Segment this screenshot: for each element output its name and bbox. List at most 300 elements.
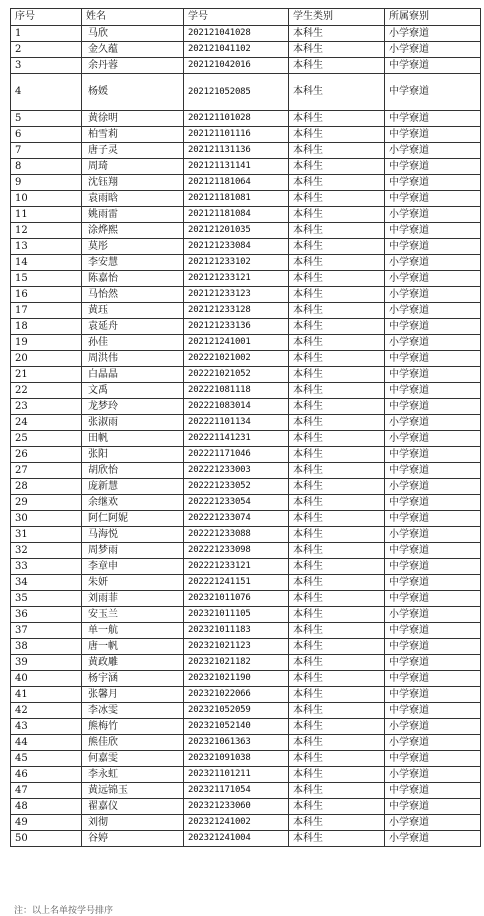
cell-student-id: 202121042016 (184, 58, 289, 74)
cell-name: 唐一帆 (82, 639, 184, 655)
cell-student-type: 本科生 (289, 431, 385, 447)
table-row (11, 607, 481, 623)
cell-student-type: 本科生 (289, 335, 385, 351)
cell-residence: 中学寮道 (385, 751, 481, 767)
cell-name: 沈钰翔 (82, 175, 184, 191)
cell-index: 13 (11, 239, 82, 255)
table-row (11, 159, 481, 175)
footnote: 注：以上名单按学号排序 (14, 906, 114, 916)
cell-student-id: 202221021052 (184, 367, 289, 383)
cell-student-type: 本科生 (289, 527, 385, 543)
cell-index: 47 (11, 783, 82, 799)
cell-residence: 中学寮道 (385, 447, 481, 463)
cell-residence: 中学寮道 (385, 239, 481, 255)
cell-student-id: 202221081118 (184, 383, 289, 399)
cell-index: 9 (11, 175, 82, 191)
cell-name: 涂烨熙 (82, 223, 184, 239)
cell-residence: 小学寮道 (385, 335, 481, 351)
cell-index: 10 (11, 191, 82, 207)
table-row (11, 415, 481, 431)
table-row (11, 495, 481, 511)
cell-index: 28 (11, 479, 82, 495)
cell-residence: 小学寮道 (385, 415, 481, 431)
cell-index: 29 (11, 495, 82, 511)
student-roster-table (10, 8, 481, 847)
cell-student-id: 202221101134 (184, 415, 289, 431)
table-row (11, 447, 481, 463)
cell-student-type: 本科生 (289, 495, 385, 511)
table-row (11, 191, 481, 207)
cell-name: 陈嘉怡 (82, 271, 184, 287)
cell-student-id: 202121233136 (184, 319, 289, 335)
cell-name: 马海悦 (82, 527, 184, 543)
table-row (11, 26, 481, 42)
cell-name: 翟嘉仪 (82, 799, 184, 815)
cell-student-type: 本科生 (289, 479, 385, 495)
cell-student-type: 本科生 (289, 607, 385, 623)
cell-name: 张馨月 (82, 687, 184, 703)
table-row (11, 303, 481, 319)
cell-index: 23 (11, 399, 82, 415)
cell-residence: 中学寮道 (385, 383, 481, 399)
cell-residence: 中学寮道 (385, 687, 481, 703)
cell-index: 39 (11, 655, 82, 671)
table-row (11, 479, 481, 495)
cell-student-id: 202321052059 (184, 703, 289, 719)
cell-residence: 中学寮道 (385, 159, 481, 175)
cell-residence: 中学寮道 (385, 495, 481, 511)
cell-student-id: 202321011076 (184, 591, 289, 607)
cell-student-type: 本科生 (289, 223, 385, 239)
cell-index: 8 (11, 159, 82, 175)
header-residence: 所属寮别 (385, 9, 481, 26)
cell-name: 马欣 (82, 26, 184, 42)
cell-student-id: 202121201035 (184, 223, 289, 239)
cell-student-type: 本科生 (289, 303, 385, 319)
cell-student-type: 本科生 (289, 287, 385, 303)
cell-student-id: 202321022066 (184, 687, 289, 703)
cell-index: 1 (11, 26, 82, 42)
header-student-type: 学生类别 (289, 9, 385, 26)
cell-residence: 中学寮道 (385, 671, 481, 687)
cell-residence: 中学寮道 (385, 175, 481, 191)
cell-residence: 小学寮道 (385, 479, 481, 495)
table-row (11, 223, 481, 239)
cell-student-type: 本科生 (289, 623, 385, 639)
table-row (11, 831, 481, 847)
cell-student-id: 202121241001 (184, 335, 289, 351)
table-row (11, 127, 481, 143)
table-row (11, 751, 481, 767)
table-row (11, 783, 481, 799)
cell-name: 黄珏 (82, 303, 184, 319)
cell-student-id: 202121233084 (184, 239, 289, 255)
cell-residence: 中学寮道 (385, 223, 481, 239)
cell-student-id: 202121131141 (184, 159, 289, 175)
table-row (11, 511, 481, 527)
cell-student-id: 202321061363 (184, 735, 289, 751)
cell-index: 21 (11, 367, 82, 383)
cell-student-id: 202221141231 (184, 431, 289, 447)
cell-residence: 中学寮道 (385, 623, 481, 639)
cell-index: 40 (11, 671, 82, 687)
roster-sheet (10, 8, 480, 847)
cell-student-type: 本科生 (289, 735, 385, 751)
cell-name: 杨媛 (82, 74, 184, 111)
cell-student-id: 202121233121 (184, 271, 289, 287)
cell-student-type: 本科生 (289, 191, 385, 207)
table-row (11, 367, 481, 383)
table-row (11, 559, 481, 575)
cell-residence: 中学寮道 (385, 399, 481, 415)
cell-name: 姚雨雷 (82, 207, 184, 223)
table-row (11, 255, 481, 271)
cell-index: 36 (11, 607, 82, 623)
table-row (11, 463, 481, 479)
cell-student-type: 本科生 (289, 143, 385, 159)
cell-name: 杨宇涵 (82, 671, 184, 687)
cell-student-type: 本科生 (289, 271, 385, 287)
cell-student-id: 202121101116 (184, 127, 289, 143)
cell-name: 龙梦玲 (82, 399, 184, 415)
header-row (11, 9, 481, 26)
cell-index: 37 (11, 623, 82, 639)
cell-student-id: 202221021002 (184, 351, 289, 367)
cell-residence: 小学寮道 (385, 42, 481, 58)
cell-residence: 小学寮道 (385, 431, 481, 447)
cell-name: 周洪伟 (82, 351, 184, 367)
cell-name: 马怡然 (82, 287, 184, 303)
cell-name: 谷婷 (82, 831, 184, 847)
table-row (11, 207, 481, 223)
cell-student-type: 本科生 (289, 559, 385, 575)
cell-student-id: 202221233054 (184, 495, 289, 511)
cell-residence: 中学寮道 (385, 74, 481, 111)
cell-index: 48 (11, 799, 82, 815)
cell-residence: 小学寮道 (385, 143, 481, 159)
cell-name: 庞新慧 (82, 479, 184, 495)
table-row (11, 655, 481, 671)
cell-index: 14 (11, 255, 82, 271)
table-row (11, 671, 481, 687)
cell-student-type: 本科生 (289, 239, 385, 255)
cell-student-id: 202321091038 (184, 751, 289, 767)
table-row (11, 287, 481, 303)
cell-index: 45 (11, 751, 82, 767)
cell-name: 张阳 (82, 447, 184, 463)
cell-index: 24 (11, 415, 82, 431)
cell-name: 李安慧 (82, 255, 184, 271)
cell-student-type: 本科生 (289, 575, 385, 591)
cell-student-type: 本科生 (289, 463, 385, 479)
cell-student-id: 202321011105 (184, 607, 289, 623)
cell-student-type: 本科生 (289, 671, 385, 687)
cell-index: 20 (11, 351, 82, 367)
cell-index: 15 (11, 271, 82, 287)
cell-student-type: 本科生 (289, 655, 385, 671)
cell-residence: 小学寮道 (385, 719, 481, 735)
table-row (11, 431, 481, 447)
cell-student-id: 202121233123 (184, 287, 289, 303)
cell-name: 李章申 (82, 559, 184, 575)
cell-residence: 中学寮道 (385, 639, 481, 655)
cell-student-type: 本科生 (289, 543, 385, 559)
cell-name: 余继欢 (82, 495, 184, 511)
table-row (11, 767, 481, 783)
cell-student-type: 本科生 (289, 799, 385, 815)
cell-residence: 小学寮道 (385, 287, 481, 303)
cell-name: 黄徐明 (82, 111, 184, 127)
cell-student-id: 202221171046 (184, 447, 289, 463)
cell-name: 文禹 (82, 383, 184, 399)
table-row (11, 687, 481, 703)
table-header (11, 9, 481, 26)
cell-student-type: 本科生 (289, 591, 385, 607)
cell-residence: 小学寮道 (385, 303, 481, 319)
cell-index: 43 (11, 719, 82, 735)
cell-student-id: 202221233052 (184, 479, 289, 495)
cell-student-id: 202321011183 (184, 623, 289, 639)
cell-residence: 中学寮道 (385, 367, 481, 383)
cell-name: 单一航 (82, 623, 184, 639)
cell-student-id: 202121041102 (184, 42, 289, 58)
cell-name: 白晶晶 (82, 367, 184, 383)
cell-index: 5 (11, 111, 82, 127)
cell-index: 18 (11, 319, 82, 335)
cell-index: 27 (11, 463, 82, 479)
cell-name: 李冰雯 (82, 703, 184, 719)
cell-student-id: 202121181064 (184, 175, 289, 191)
table-row (11, 58, 481, 74)
cell-student-type: 本科生 (289, 383, 385, 399)
cell-index: 25 (11, 431, 82, 447)
cell-index: 26 (11, 447, 82, 463)
cell-student-type: 本科生 (289, 319, 385, 335)
cell-residence: 小学寮道 (385, 26, 481, 42)
cell-name: 何嘉雯 (82, 751, 184, 767)
cell-student-type: 本科生 (289, 255, 385, 271)
cell-name: 胡欣怡 (82, 463, 184, 479)
cell-student-id: 202121181084 (184, 207, 289, 223)
cell-student-type: 本科生 (289, 26, 385, 42)
cell-student-id: 202221083014 (184, 399, 289, 415)
cell-student-id: 202121101028 (184, 111, 289, 127)
cell-name: 周琦 (82, 159, 184, 175)
cell-student-id: 202321021182 (184, 655, 289, 671)
table-row (11, 799, 481, 815)
cell-student-type: 本科生 (289, 351, 385, 367)
cell-student-id: 202121181081 (184, 191, 289, 207)
cell-residence: 中学寮道 (385, 191, 481, 207)
table-row (11, 271, 481, 287)
table-body (11, 26, 481, 847)
cell-name: 黄远锦玉 (82, 783, 184, 799)
cell-residence: 中学寮道 (385, 783, 481, 799)
table-row (11, 111, 481, 127)
cell-student-id: 202321241002 (184, 815, 289, 831)
cell-student-type: 本科生 (289, 703, 385, 719)
cell-index: 35 (11, 591, 82, 607)
cell-name: 金久蕴 (82, 42, 184, 58)
cell-student-type: 本科生 (289, 687, 385, 703)
cell-student-type: 本科生 (289, 447, 385, 463)
cell-student-type: 本科生 (289, 783, 385, 799)
cell-name: 刘彻 (82, 815, 184, 831)
cell-student-type: 本科生 (289, 74, 385, 111)
cell-index: 31 (11, 527, 82, 543)
header-student-id: 学号 (184, 9, 289, 26)
table-row (11, 591, 481, 607)
cell-residence: 小学寮道 (385, 255, 481, 271)
cell-residence: 中学寮道 (385, 319, 481, 335)
cell-name: 阿仁阿妮 (82, 511, 184, 527)
cell-student-id: 202121041028 (184, 26, 289, 42)
cell-residence: 小学寮道 (385, 271, 481, 287)
table-row (11, 42, 481, 58)
table-row (11, 351, 481, 367)
cell-student-id: 202321233060 (184, 799, 289, 815)
cell-student-id: 202221241151 (184, 575, 289, 591)
cell-index: 3 (11, 58, 82, 74)
cell-index: 46 (11, 767, 82, 783)
table-row (11, 719, 481, 735)
cell-name: 李永虹 (82, 767, 184, 783)
cell-residence: 中学寮道 (385, 703, 481, 719)
cell-residence: 中学寮道 (385, 559, 481, 575)
cell-name: 莫彤 (82, 239, 184, 255)
cell-name: 唐子灵 (82, 143, 184, 159)
cell-name: 熊梅竹 (82, 719, 184, 735)
cell-residence: 中学寮道 (385, 511, 481, 527)
table-row (11, 239, 481, 255)
cell-index: 7 (11, 143, 82, 159)
cell-student-id: 202221233003 (184, 463, 289, 479)
cell-residence: 小学寮道 (385, 207, 481, 223)
cell-student-type: 本科生 (289, 42, 385, 58)
cell-student-type: 本科生 (289, 415, 385, 431)
cell-residence: 中学寮道 (385, 655, 481, 671)
cell-student-id: 202321021123 (184, 639, 289, 655)
table-row (11, 735, 481, 751)
header-index: 序号 (11, 9, 82, 26)
cell-student-type: 本科生 (289, 175, 385, 191)
cell-student-id: 202321021190 (184, 671, 289, 687)
cell-student-id: 202321171054 (184, 783, 289, 799)
cell-student-id: 202121233128 (184, 303, 289, 319)
cell-residence: 中学寮道 (385, 591, 481, 607)
cell-student-type: 本科生 (289, 367, 385, 383)
cell-index: 16 (11, 287, 82, 303)
cell-student-id: 202321241004 (184, 831, 289, 847)
cell-residence: 中学寮道 (385, 127, 481, 143)
cell-residence: 中学寮道 (385, 111, 481, 127)
cell-student-type: 本科生 (289, 159, 385, 175)
cell-index: 4 (11, 74, 82, 111)
cell-index: 17 (11, 303, 82, 319)
cell-student-type: 本科生 (289, 831, 385, 847)
cell-name: 朱妍 (82, 575, 184, 591)
cell-residence: 小学寮道 (385, 607, 481, 623)
cell-residence: 小学寮道 (385, 527, 481, 543)
cell-name: 柏雪莉 (82, 127, 184, 143)
cell-index: 6 (11, 127, 82, 143)
cell-name: 余丹蓉 (82, 58, 184, 74)
cell-index: 22 (11, 383, 82, 399)
cell-student-type: 本科生 (289, 639, 385, 655)
cell-student-type: 本科生 (289, 751, 385, 767)
cell-student-id: 202321052140 (184, 719, 289, 735)
table-row (11, 639, 481, 655)
header-name: 姓名 (82, 9, 184, 26)
cell-residence: 小学寮道 (385, 815, 481, 831)
cell-student-type: 本科生 (289, 399, 385, 415)
cell-student-id: 202321101211 (184, 767, 289, 783)
cell-index: 11 (11, 207, 82, 223)
cell-student-id: 202121052085 (184, 74, 289, 111)
table-row (11, 815, 481, 831)
cell-student-id: 202221233121 (184, 559, 289, 575)
cell-student-id: 202221233074 (184, 511, 289, 527)
table-row (11, 575, 481, 591)
cell-student-type: 本科生 (289, 127, 385, 143)
cell-index: 49 (11, 815, 82, 831)
table-row (11, 623, 481, 639)
cell-index: 19 (11, 335, 82, 351)
cell-index: 38 (11, 639, 82, 655)
cell-index: 32 (11, 543, 82, 559)
cell-index: 2 (11, 42, 82, 58)
table-row (11, 543, 481, 559)
cell-name: 袁延舟 (82, 319, 184, 335)
table-row (11, 175, 481, 191)
cell-residence: 中学寮道 (385, 543, 481, 559)
cell-residence: 中学寮道 (385, 799, 481, 815)
cell-index: 12 (11, 223, 82, 239)
cell-residence: 中学寮道 (385, 351, 481, 367)
table-row (11, 335, 481, 351)
cell-student-id: 202221233098 (184, 543, 289, 559)
cell-residence: 小学寮道 (385, 831, 481, 847)
cell-name: 安玉兰 (82, 607, 184, 623)
cell-student-id: 202121233102 (184, 255, 289, 271)
cell-student-type: 本科生 (289, 767, 385, 783)
cell-name: 熊佳欣 (82, 735, 184, 751)
cell-residence: 小学寮道 (385, 767, 481, 783)
table-row (11, 703, 481, 719)
table-row (11, 527, 481, 543)
table-row (11, 399, 481, 415)
cell-index: 50 (11, 831, 82, 847)
cell-residence: 小学寮道 (385, 735, 481, 751)
table-row (11, 74, 481, 111)
cell-student-type: 本科生 (289, 111, 385, 127)
cell-index: 44 (11, 735, 82, 751)
cell-index: 34 (11, 575, 82, 591)
cell-student-type: 本科生 (289, 719, 385, 735)
cell-name: 周梦雨 (82, 543, 184, 559)
cell-student-type: 本科生 (289, 815, 385, 831)
table-row (11, 143, 481, 159)
cell-name: 张淑雨 (82, 415, 184, 431)
cell-name: 刘雨菲 (82, 591, 184, 607)
cell-residence: 中学寮道 (385, 463, 481, 479)
cell-index: 41 (11, 687, 82, 703)
cell-student-type: 本科生 (289, 207, 385, 223)
cell-student-type: 本科生 (289, 511, 385, 527)
cell-residence: 中学寮道 (385, 575, 481, 591)
cell-student-id: 202221233088 (184, 527, 289, 543)
cell-name: 黄政雕 (82, 655, 184, 671)
